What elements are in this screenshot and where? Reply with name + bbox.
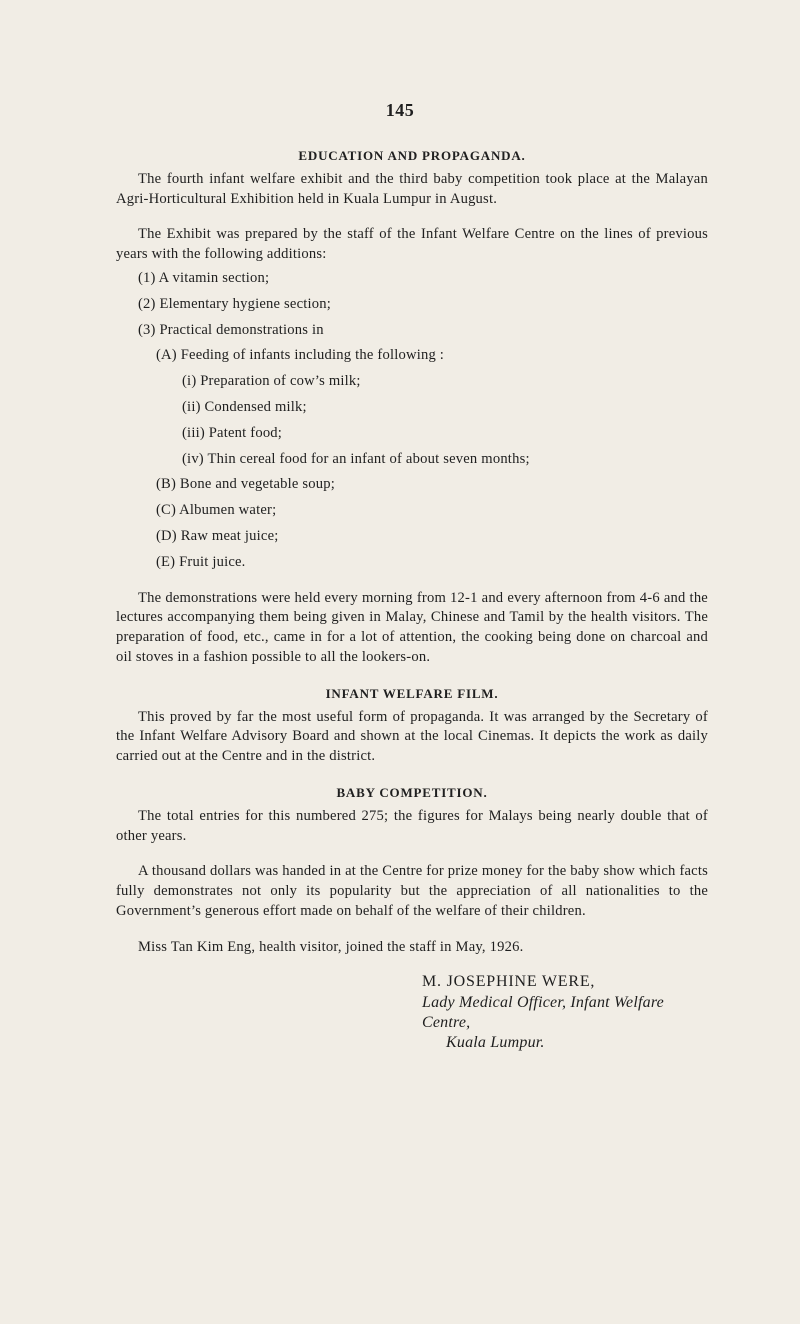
list-item: (C) Albumen water; <box>156 502 277 519</box>
paragraph: The fourth infant welfare exhibit and the third baby competition took place at the Malayan Agri-Horticultural Exhibition held in Kuala Lumpur in August. <box>116 170 708 207</box>
additions-list <box>116 269 708 573</box>
signature-block <box>116 972 708 1053</box>
paragraph: Miss Tan Kim Eng, health visitor, joined the staff in May, 1926. <box>138 938 524 955</box>
signature-title: Lady Medical Officer, Infant Welfare Centre, <box>422 994 664 1032</box>
list-item: (E) Fruit juice. <box>156 553 246 570</box>
section-heading-competition: BABY COMPETITION. <box>336 784 488 800</box>
list-item: (3) Practical demonstrations in <box>138 321 324 338</box>
list-item: (iii) Patent food; <box>182 424 283 441</box>
section-heading-film: INFANT WELFARE FILM. <box>325 685 499 701</box>
list-item: (2) Elementary hygiene section; <box>138 295 332 312</box>
list-item: (ii) Condensed milk; <box>182 398 307 415</box>
list-item: (D) Raw meat juice; <box>156 527 279 544</box>
signature-name: M. JOSEPHINE WERE, <box>422 972 596 990</box>
paragraph: The demonstrations were held every morning from 12-1 and every afternoon from 4-6 and the lectures accompanying them being given in Malay, Chinese and Tamil by the health visitors. The preparation of food, etc., came in for a lot of attention, the cooking being done on charcoal and oil stoves in a fashion possible to all the lookers-on. <box>116 589 708 665</box>
list-item: (i) Preparation of cow’s milk; <box>182 373 361 390</box>
document-body <box>116 146 708 1053</box>
page-number: 145 <box>385 100 415 120</box>
paragraph: The total entries for this numbered 275; the figures for Malays being nearly double that of other years. <box>116 807 708 844</box>
paragraph: The Exhibit was prepared by the staff of the Infant Welfare Centre on the lines of previous years with the following additions: <box>116 226 708 263</box>
list-item: (A) Feeding of infants including the following : <box>156 347 445 364</box>
list-item: (iv) Thin cereal food for an infant of about seven months; <box>182 450 530 467</box>
paragraph: A thousand dollars was handed in at the Centre for prize money for the baby show which facts fully demonstrates not only its popularity but the appreciation of all nationalities to the Government’s generous effort made on behalf of the welfare of their children. <box>116 863 708 919</box>
list-item: (B) Bone and vegetable soup; <box>156 476 336 493</box>
paragraph: This proved by far the most useful form of propaganda. It was arranged by the Secretary of the Infant Welfare Advisory Board and shown at the local Cinemas. It depicts the work as daily carried out at the Centre and in the district. <box>116 708 708 765</box>
section-heading-education: EDUCATION AND PROPAGANDA. <box>298 148 526 163</box>
signature-place: Kuala Lumpur. <box>446 1033 545 1051</box>
list-item: (1) A vitamin section; <box>138 269 270 286</box>
